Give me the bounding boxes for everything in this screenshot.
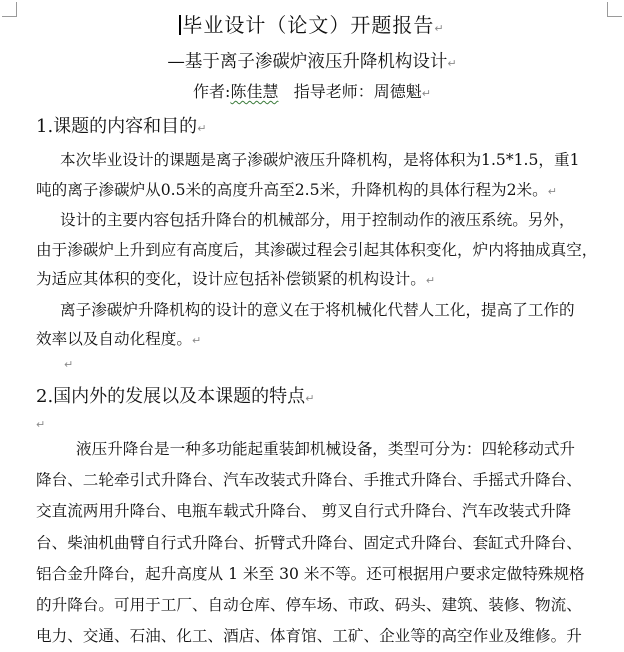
text-line: 为适应其体积的变化，设计应包括补偿锁紧的机构设计。↵ (36, 270, 436, 288)
section-1-heading: 1.课题的内容和目的↵ (36, 116, 207, 137)
paragraph-mark: ↵ (305, 392, 315, 405)
text-line: 由于渗碳炉上升到应有高度后，其渗碳过程会引起其体积变化，炉内将抽成真空， (36, 240, 598, 259)
advisor-name: 周德魁 (373, 82, 422, 101)
section-2-body (36, 434, 601, 652)
author-line (0, 79, 624, 102)
text-line: 液压升降台是一种多功能起重装卸机械设备，类型可分为：四轮移动式升 (76, 440, 576, 458)
section-2-heading: 2.国内外的发展以及本课题的特点↵ (36, 386, 315, 407)
text-line: 铝合金升降台，起升高度从 1 米至 30 米不等。还可根据用户要求定做特殊规格 (36, 564, 585, 583)
advisor-label: 指导老师： (293, 82, 374, 101)
empty-paragraph-mark: ↵ (36, 418, 46, 431)
author-label: 作者: (193, 82, 231, 101)
document-subtitle (0, 48, 624, 73)
section-1-body (36, 146, 596, 356)
paragraph-mark: ↵ (447, 57, 457, 70)
paragraph-mark: ↵ (434, 22, 445, 35)
text-line: 交直流两用升降台、电瓶车载式升降台、 剪叉自行式升降台、汽车改装式升降 (36, 502, 572, 521)
text-line: 效率以及自动化程度。↵ (36, 330, 202, 348)
text-line: 本次毕业设计的课题是离子渗碳炉液压升降机构，是将体积为1.5*1.5，重1 (60, 151, 580, 169)
text-line: 台、柴油机曲臂自行式升降台、折臂式升降台、固定式升降台、套缸式升降台、 (36, 533, 582, 552)
text-line: 离子渗碳炉升降机构的设计的意义在于将机械化代替人工化，提高了工作的 (60, 300, 575, 319)
text-line: 的升降台。可用于工厂、自动仓库、停车场、市政、码头、建筑、装修、物流、 (36, 596, 582, 615)
text-line: 电力、交通、石油、化工、酒店、体育馆、工矿、企业等的高空作业及维修。升 (36, 627, 582, 646)
text-line: 设计的主要内容包括升降台的机械部分，用于控制动作的液压系统。另外， (60, 211, 575, 229)
empty-paragraph-mark: ↵ (64, 358, 74, 371)
paragraph-mark: ↵ (197, 122, 207, 135)
title-text: 毕业设计（论文）开题报告 (182, 13, 435, 37)
author-name: 陈佳慧 (230, 82, 279, 101)
document-title (0, 9, 624, 38)
text-line: 降台、二轮牵引式升降台、汽车改装式升降台、手推式升降台、手摇式升降台、 (36, 471, 582, 490)
paragraph-mark: ↵ (421, 87, 431, 100)
text-line: 吨的离子渗碳炉从0.5米的高度升高至2.5米，升降机构的具体行程为2米。↵ (36, 180, 557, 199)
subtitle-text: —基于离子渗碳炉液压升降机构设计 (167, 52, 448, 72)
